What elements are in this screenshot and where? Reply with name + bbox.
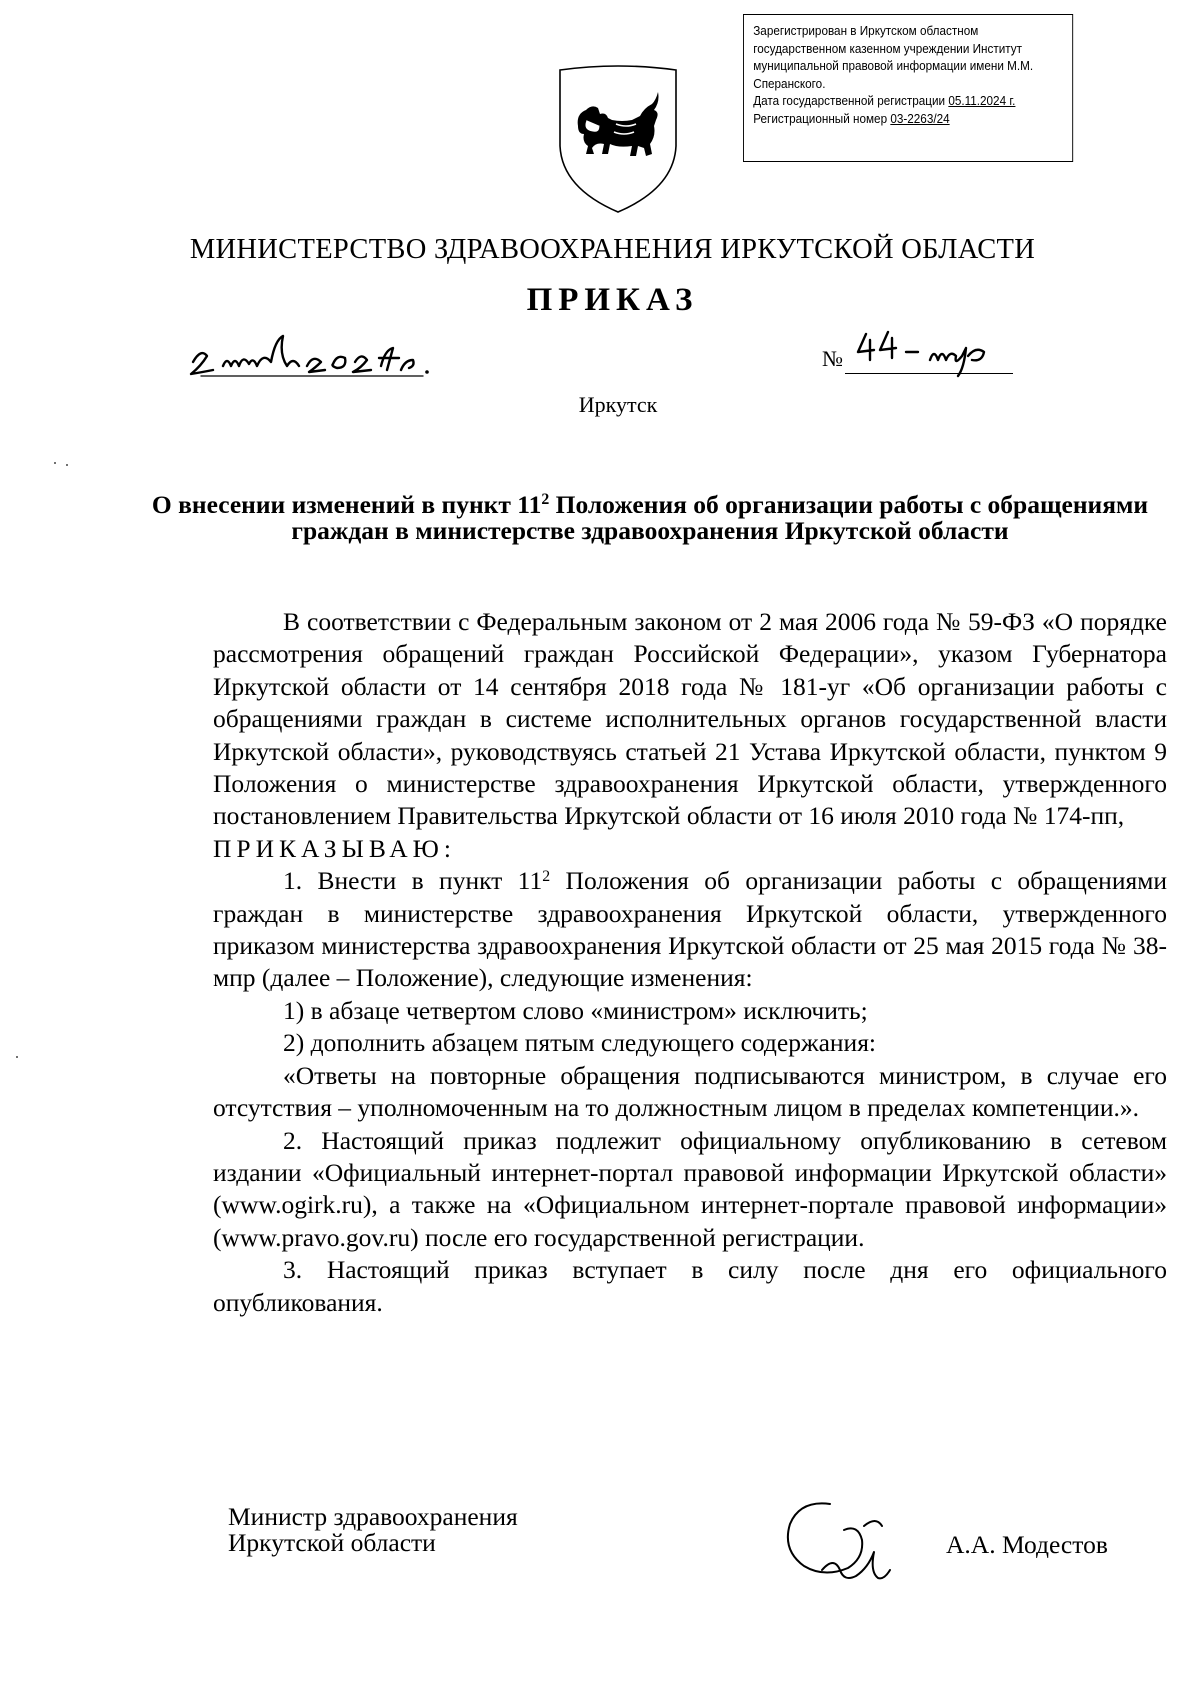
subitem-2-paragraph: 2) дополнить абзацем пятым следующего содержания:	[283, 1028, 877, 1058]
signatory-title-line: Министр здравоохранения	[228, 1502, 518, 1531]
preamble-paragraph: В соответствии с Федеральным законом от 2 мая 2006 года № 59-ФЗ «О порядке рассмотрения обращений граждан Российской Федерации», указом Губернатора Иркутской области от 14 сентября 2018 года № 181-уг «Об организации работы с обращениями граждан в системе исполнительных органов государственной власти Иркутской области», руководствуясь статьей 21 Устава Иркутской области, пунктом 9 Положения о министерстве здравоохранения Иркутской области, утвержденного постановлением Правительства Иркутской области от 16 июля 2010 года № 174-пп,	[213, 607, 1167, 831]
subject-text: О внесении изменений в пункт 11	[151, 490, 542, 519]
registration-date-value: 05.11.2024 г.	[948, 94, 1016, 108]
item-1-superscript: 2	[542, 867, 551, 885]
registration-date	[753, 93, 1072, 111]
quote-paragraph: «Ответы на повторные обращения подписываются министром, в случае его отсутствия – уполномоченным на то должностным лицом в пределах компетенции.».	[213, 1060, 1167, 1123]
registration-number-value: 03-2263/24	[890, 111, 950, 126]
signatory-title	[228, 1504, 518, 1556]
handwritten-date	[187, 326, 447, 386]
document-type-title: ПРИКАЗ	[526, 282, 699, 318]
scan-speck	[66, 464, 68, 466]
scan-speck	[54, 462, 56, 464]
registration-line: Сперанского.	[753, 76, 826, 91]
item-1-paragraph	[213, 865, 1167, 995]
number-sign: №	[822, 346, 843, 371]
scan-speck	[16, 1056, 18, 1058]
item-3-paragraph: 3. Настоящий приказ вступает в силу после дня его официального опубликования.	[213, 1255, 1167, 1317]
order-word: ПРИКАЗЫВАЮ:	[213, 833, 456, 863]
handwritten-signature	[778, 1496, 898, 1592]
signatory-name: А.А. Модестов	[946, 1530, 1108, 1559]
document-subject	[150, 492, 1150, 543]
item-1-text: Положения об организации работы с обращениями граждан в министерстве здравоохранения Иркутской области, утвержденного приказом министерства здравоохранения Иркутской области от 25 мая 2015 года № 38-мпр (далее – Положение), следующие изменения:	[213, 866, 1167, 993]
city-name: Иркутск	[578, 392, 658, 417]
document-body	[213, 606, 1167, 1319]
registration-stamp	[743, 14, 1073, 162]
item-2-paragraph: 2. Настоящий приказ подлежит официальному опубликованию в сетевом издании «Официальный интернет-портал правовой информации Иркутской области» (www.ogirk.ru), а также на «Официальном интернет-портале правовой информации» (www.pravo.gov.ru) после его государственной регистрации.	[213, 1125, 1167, 1252]
item-1-text: 1. Внести в пункт 11	[283, 866, 543, 896]
subject-superscript: 2	[541, 491, 550, 509]
registration-line: муниципальной правовой информации имени М.М.	[753, 59, 1034, 73]
registration-number-label: Регистрационный номер	[753, 111, 891, 126]
signatory-title-line: Иркутской области	[228, 1528, 436, 1557]
ministry-name: МИНИСТЕРСТВО ЗДРАВООХРАНЕНИЯ ИРКУТСКОЙ ОБЛАСТИ	[189, 234, 1036, 265]
coat-of-arms-icon	[556, 64, 680, 216]
subject-text: Положения об организации работы с обращениями граждан в министерстве здравоохранения Иркутской области	[291, 490, 1149, 545]
registration-date-label: Дата государственной регистрации	[753, 94, 949, 108]
registration-line: Зарегистрирован в Иркутском областном	[753, 24, 979, 38]
number-underline	[845, 373, 1013, 374]
subitem-1-paragraph: 1) в абзаце четвертом слово «министром» исключить;	[283, 995, 868, 1025]
registration-number	[753, 111, 1072, 129]
registration-line: государственном казенном учреждении Институт	[753, 41, 1023, 56]
